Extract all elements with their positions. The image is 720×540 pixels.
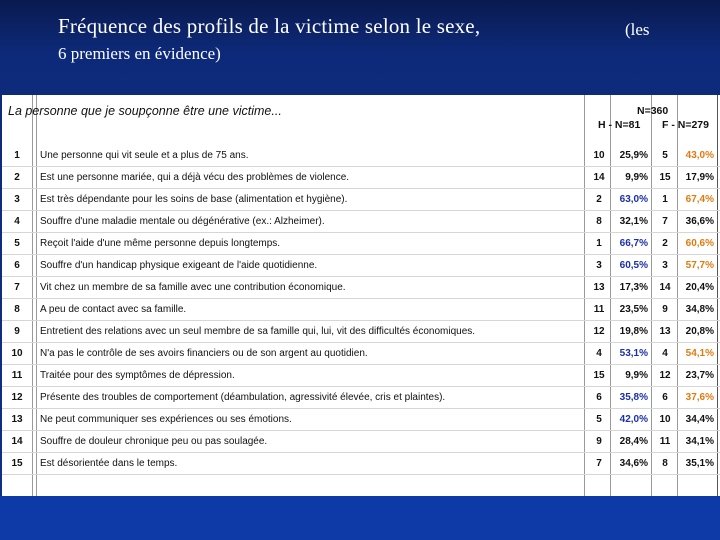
women-rank-cell: 2 xyxy=(662,238,668,249)
women-percent-cell: 20,4% xyxy=(685,282,714,293)
slide-subtitle: 6 premiers en évidence) xyxy=(58,44,221,63)
men-rank-cell: 1 xyxy=(596,238,602,249)
rank-cell: 15 xyxy=(11,458,23,469)
description-cell: Une personne qui vit seule et a plus de 75 ans. xyxy=(40,150,249,161)
women-percent-cell: 37,6% xyxy=(685,392,714,403)
women-rank-cell: 12 xyxy=(659,370,671,381)
women-percent-cell: 20,8% xyxy=(685,326,714,337)
description-cell: Est une personne mariée, qui a déjà vécu des problèmes de violence. xyxy=(40,172,350,183)
women-rank-cell: 6 xyxy=(662,392,668,403)
table-row xyxy=(2,255,720,277)
profile-table xyxy=(2,95,720,496)
rank-cell: 9 xyxy=(14,326,20,337)
table-row xyxy=(2,453,720,475)
men-rank-cell: 7 xyxy=(596,458,602,469)
description-cell: Traitée pour des symptômes de dépression. xyxy=(40,370,235,381)
women-percent-cell: 60,6% xyxy=(685,238,714,249)
men-rank-cell: 4 xyxy=(596,348,602,359)
table-row xyxy=(2,211,720,233)
women-rank-cell: 1 xyxy=(662,194,668,205)
women-percent-cell: 67,4% xyxy=(685,194,714,205)
table-row xyxy=(2,409,720,431)
women-rank-cell: 10 xyxy=(659,414,671,425)
men-percent-cell: 9,9% xyxy=(625,370,648,381)
rank-cell: 7 xyxy=(14,282,20,293)
description-cell: Vit chez un membre de sa famille avec une contribution économique. xyxy=(40,282,346,293)
rank-cell: 13 xyxy=(11,414,23,425)
table-row xyxy=(2,189,720,211)
rank-cell: 12 xyxy=(11,392,23,403)
women-rank-cell: 4 xyxy=(662,348,668,359)
men-rank-cell: 6 xyxy=(596,392,602,403)
slide-footer-bar xyxy=(0,496,720,540)
women-rank-cell: 14 xyxy=(659,282,671,293)
rank-cell: 4 xyxy=(14,216,20,227)
women-percent-cell: 34,8% xyxy=(685,304,714,315)
table-row xyxy=(2,343,720,365)
description-cell: Souffre d'une maladie mentale ou dégénérative (ex.: Alzheimer). xyxy=(40,216,325,227)
men-percent-cell: 23,5% xyxy=(619,304,648,315)
table-row xyxy=(2,145,720,167)
men-rank-cell: 15 xyxy=(593,370,605,381)
men-percent-cell: 60,5% xyxy=(619,260,648,271)
men-rank-cell: 13 xyxy=(593,282,605,293)
description-cell: N'a pas le contrôle de ses avoirs financiers ou de son argent au quotidien. xyxy=(40,348,368,359)
description-cell: A peu de contact avec sa famille. xyxy=(40,304,187,315)
women-rank-cell: 3 xyxy=(662,260,668,271)
men-percent-cell: 35,8% xyxy=(619,392,648,403)
header-women-n: F - N=279 xyxy=(662,119,709,131)
men-percent-cell: 19,8% xyxy=(619,326,648,337)
table-row xyxy=(2,299,720,321)
men-percent-cell: 53,1% xyxy=(619,348,648,359)
women-percent-cell: 34,4% xyxy=(685,414,714,425)
header-men-n: H - N=81 xyxy=(598,119,641,131)
description-cell: Entretient des relations avec un seul membre de sa famille qui, lui, vit des difficultés économiques. xyxy=(40,326,476,337)
men-percent-cell: 32,1% xyxy=(619,216,648,227)
description-cell: Est très dépendante pour les soins de base (alimentation et hygiène). xyxy=(40,194,348,205)
women-percent-cell: 36,6% xyxy=(685,216,714,227)
description-cell: Souffre d'un handicap physique exigeant de l'aide quotidienne. xyxy=(40,260,318,271)
men-percent-cell: 17,3% xyxy=(619,282,648,293)
table-row xyxy=(2,233,720,255)
slide-title: Fréquence des profils de la victime selon le sexe, xyxy=(58,14,481,38)
men-rank-cell: 5 xyxy=(596,414,602,425)
slide-title-continued: (les xyxy=(625,20,650,39)
men-percent-cell: 42,0% xyxy=(619,414,648,425)
women-rank-cell: 9 xyxy=(662,304,668,315)
men-rank-cell: 3 xyxy=(596,260,602,271)
men-rank-cell: 10 xyxy=(593,150,605,161)
men-percent-cell: 66,7% xyxy=(619,238,648,249)
table-row xyxy=(2,167,720,189)
men-rank-cell: 9 xyxy=(596,436,602,447)
rank-cell: 11 xyxy=(11,370,23,381)
table-header-title: La personne que je soupçonne être une victime... xyxy=(8,104,282,118)
table-row xyxy=(2,321,720,343)
women-rank-cell: 13 xyxy=(659,326,671,337)
women-rank-cell: 15 xyxy=(659,172,671,183)
women-rank-cell: 5 xyxy=(662,150,668,161)
women-percent-cell: 17,9% xyxy=(685,172,714,183)
rank-cell: 1 xyxy=(14,150,20,161)
women-percent-cell: 23,7% xyxy=(685,370,714,381)
description-cell: Ne peut communiquer ses expériences ou ses émotions. xyxy=(40,414,292,425)
table-row xyxy=(2,365,720,387)
description-cell: Est désorientée dans le temps. xyxy=(40,458,178,469)
men-rank-cell: 2 xyxy=(596,194,602,205)
men-percent-cell: 28,4% xyxy=(619,436,648,447)
table-row xyxy=(2,387,720,409)
men-percent-cell: 25,9% xyxy=(619,150,648,161)
header-total-n: N=360 xyxy=(637,105,669,117)
women-percent-cell: 54,1% xyxy=(685,348,714,359)
rank-cell: 10 xyxy=(11,348,23,359)
women-rank-cell: 8 xyxy=(662,458,668,469)
rank-cell: 14 xyxy=(11,436,23,447)
rank-cell: 3 xyxy=(14,194,20,205)
rank-cell: 6 xyxy=(14,260,20,271)
women-percent-cell: 43,0% xyxy=(685,150,714,161)
description-cell: Présente des troubles de comportement (déambulation, agressivité élevée, cris et plaintes). xyxy=(40,392,446,403)
description-cell: Souffre de douleur chronique peu ou pas soulagée. xyxy=(40,436,268,447)
men-rank-cell: 12 xyxy=(593,326,605,337)
description-cell: Reçoit l'aide d'une même personne depuis longtemps. xyxy=(40,238,281,249)
rank-cell: 5 xyxy=(14,238,20,249)
rank-cell: 2 xyxy=(14,172,20,183)
men-percent-cell: 34,6% xyxy=(619,458,648,469)
row-separator xyxy=(2,474,720,475)
women-percent-cell: 34,1% xyxy=(685,436,714,447)
table-row xyxy=(2,277,720,299)
men-rank-cell: 14 xyxy=(593,172,605,183)
men-percent-cell: 9,9% xyxy=(625,172,648,183)
women-percent-cell: 57,7% xyxy=(685,260,714,271)
women-rank-cell: 11 xyxy=(659,436,671,447)
men-rank-cell: 8 xyxy=(596,216,602,227)
men-percent-cell: 63,0% xyxy=(619,194,648,205)
women-percent-cell: 35,1% xyxy=(685,458,714,469)
women-rank-cell: 7 xyxy=(662,216,668,227)
table-row xyxy=(2,431,720,453)
rank-cell: 8 xyxy=(14,304,20,315)
men-rank-cell: 11 xyxy=(593,304,605,315)
